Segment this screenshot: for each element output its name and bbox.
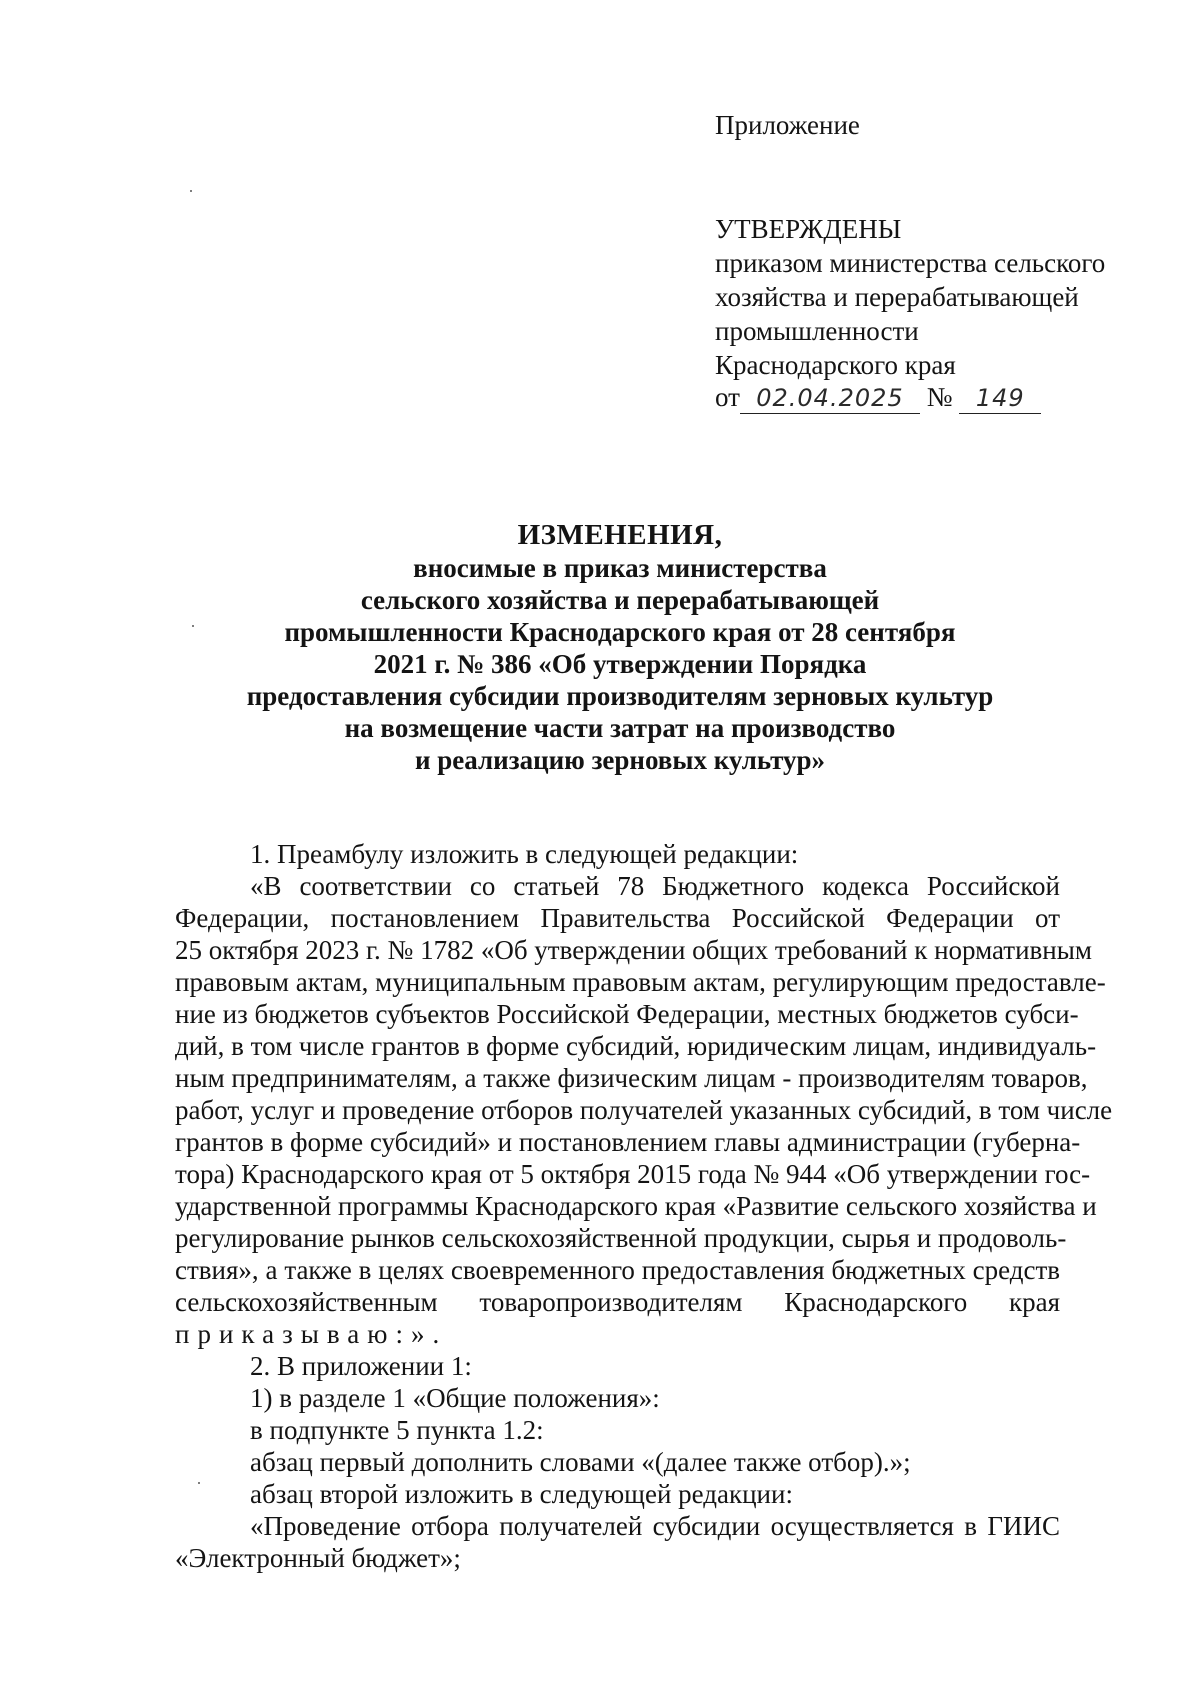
number-sign: № <box>926 382 953 412</box>
paragraph-line: ударственной программы Краснодарского края «Развитие сельского хозяйства и <box>175 1191 1097 1221</box>
paragraph-line: абзац второй изложить в следующей редакции: <box>250 1479 793 1509</box>
title-line: вносимые в приказ министерства <box>413 553 827 583</box>
paragraph-line: в подпункте 5 пункта 1.2: <box>250 1415 544 1445</box>
paragraph-line: абзац первый дополнить словами «(далее также отбор).»; <box>250 1447 911 1477</box>
approved-by-line: Краснодарского края <box>715 350 956 380</box>
document-title: ИЗМЕНЕНИЯ, <box>517 519 723 551</box>
paragraph-item-1: 1. Преамбулу изложить в следующей редакции: <box>250 839 799 869</box>
paragraph-line: работ, услуг и проведение отборов получателей указанных субсидий, в том числе <box>175 1095 1113 1125</box>
title-line: промышленности Краснодарского края от 28 сентября <box>284 617 956 647</box>
scan-speck <box>190 190 192 192</box>
order-word: приказываю:». <box>175 1319 448 1349</box>
paragraph-line: 1) в разделе 1 «Общие положения»: <box>250 1383 660 1413</box>
paragraph-line: 25 октября 2023 г. № 1782 «Об утверждении общих требований к нормативным <box>175 935 1092 965</box>
approved-by-line: хозяйства и перерабатывающей <box>715 282 1079 312</box>
scan-speck <box>192 625 194 627</box>
title-line: и реализацию зерновых культур» <box>414 745 826 775</box>
title-line: 2021 г. № 386 «Об утверждении Порядка <box>373 649 867 679</box>
scan-speck <box>198 1482 200 1484</box>
handwritten-number: 149 <box>959 383 1041 414</box>
title-line: предоставления субсидии производителям зерновых культур <box>246 681 994 711</box>
paragraph-line: «Электронный бюджет»; <box>175 1543 461 1573</box>
appendix-label: Приложение <box>715 110 860 140</box>
approved-label: УТВЕРЖДЕНЫ <box>715 214 902 244</box>
paragraph-line: правовым актам, муниципальным правовым актам, регулирующим предоставле- <box>175 967 1106 997</box>
paragraph-line: тора) Краснодарского края от 5 октября 2015 года № 944 «Об утверждении гос- <box>175 1159 1091 1189</box>
paragraph-line: грантов в форме субсидий» и постановлением главы администрации (губерна- <box>175 1127 1081 1157</box>
handwritten-date: 02.04.2025 <box>740 383 920 414</box>
title-line: на возмещение части затрат на производство <box>344 713 896 743</box>
title-line: сельского хозяйства и перерабатывающей <box>360 585 880 615</box>
paragraph-line: ние из бюджетов субъектов Российской Федерации, местных бюджетов субси- <box>175 999 1079 1029</box>
approved-by-line: промышленности <box>715 316 919 346</box>
paragraph-line: Федерации, постановлением Правительства Российской Федерации от <box>175 903 1060 933</box>
paragraph-line: регулирование рынков сельскохозяйственной продукции, сырья и продоволь- <box>175 1223 1067 1253</box>
paragraph-line: сельскохозяйственным товаропроизводителям Краснодарского края <box>175 1287 1060 1317</box>
paragraph-line: «Проведение отбора получателей субсидии осуществляется в ГИИС <box>250 1511 1060 1541</box>
approved-by-line: приказом министерства сельского <box>715 248 1106 278</box>
paragraph-line: «В соответствии со статьей 78 Бюджетного кодекса Российской <box>250 871 1060 901</box>
paragraph-line: ным предпринимателям, а также физическим лицам - производителям товаров, <box>175 1063 1088 1093</box>
order-date-number-line <box>715 380 1041 414</box>
paragraph-item-2: 2. В приложении 1: <box>250 1351 472 1381</box>
date-prefix: от <box>715 382 740 412</box>
paragraph-line: ствия», а также в целях своевременного предоставления бюджетных средств <box>175 1255 1060 1285</box>
paragraph-line: дий, в том числе грантов в форме субсидий, юридическим лицам, индивидуаль- <box>175 1031 1097 1061</box>
